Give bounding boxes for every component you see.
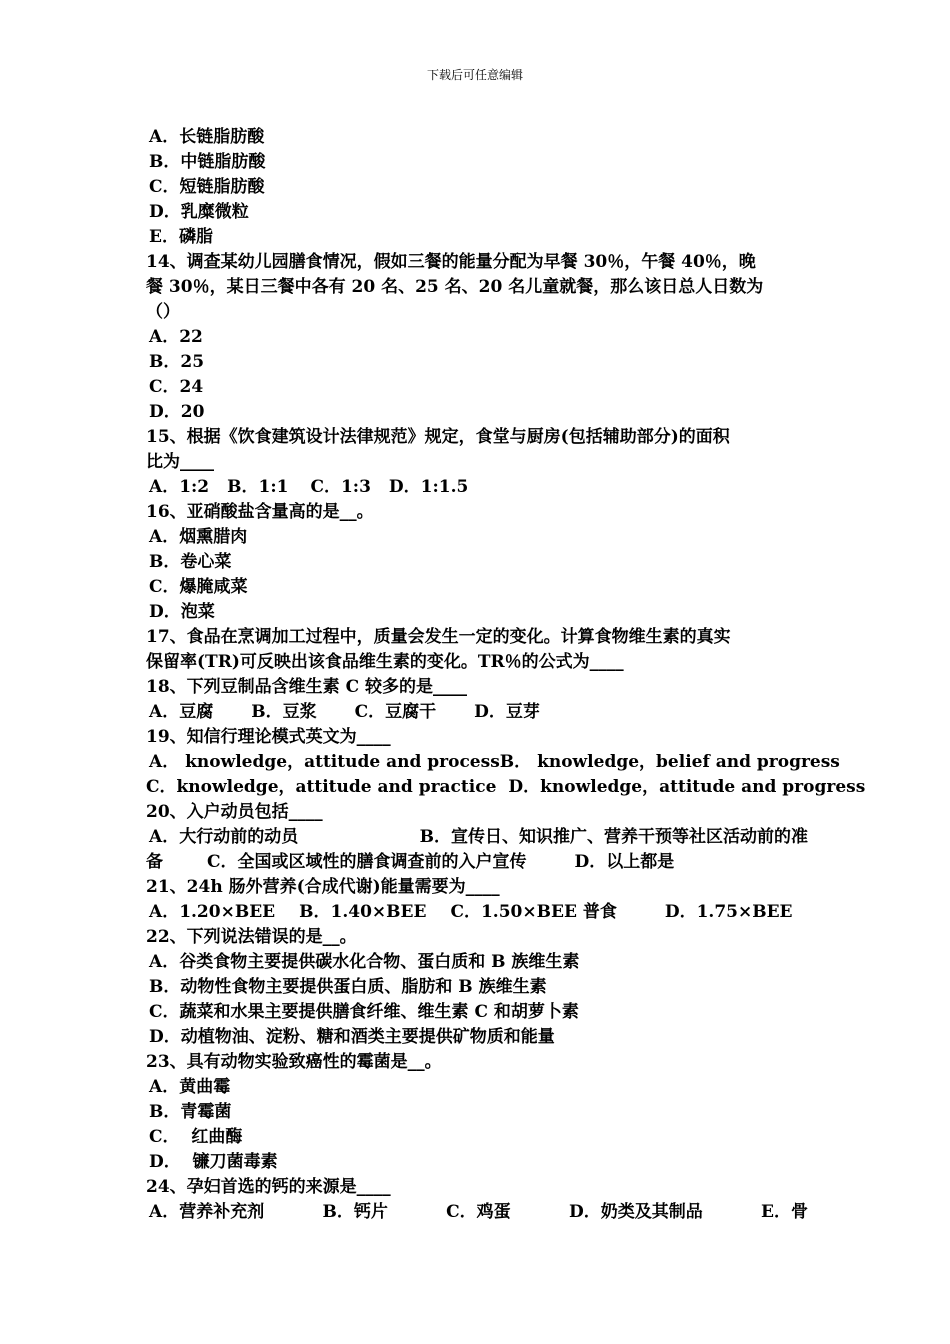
q15-option-c: C．1:3 xyxy=(310,477,371,497)
q16-option-d: D．泡菜 xyxy=(149,602,215,622)
q14-option-c: C．24 xyxy=(149,377,204,397)
q23-option-c: C． 红曲酶 xyxy=(149,1127,243,1147)
q14-option-d: D．20 xyxy=(149,402,205,422)
q18-stem: 18、下列豆制品含维生素 C 较多的是____ xyxy=(146,677,468,697)
q15-option-a: A．1:2 xyxy=(149,477,210,497)
q15-option-b: B．1:1 xyxy=(227,477,289,497)
q21-option-b: B．1.40×BEE xyxy=(299,902,427,922)
q22-option-b: B．动物性食物主要提供蛋白质、脂肪和 B 族维生素 xyxy=(149,977,547,997)
q21-option-d: D．1.75×BEE xyxy=(664,902,793,922)
q16-option-b: B．卷心菜 xyxy=(149,552,232,572)
q20-stem: 20、入户动员包括____ xyxy=(146,802,323,822)
q15-stem-line-2: 比为____ xyxy=(146,452,214,472)
q13-option-b: B．中链脂肪酸 xyxy=(149,152,266,172)
q24-options-row xyxy=(146,1200,808,1225)
q20-options-row-2 xyxy=(146,850,808,875)
q19-options-row-2 xyxy=(146,775,866,800)
q16-option-a: A．烟熏腊肉 xyxy=(149,527,248,547)
q20-option-d: D．以上都是 xyxy=(574,852,675,872)
q21-options-row xyxy=(146,900,808,925)
q18-option-a: A．豆腐 xyxy=(149,702,214,722)
q22-stem: 22、下列说法错误的是__。 xyxy=(146,927,357,947)
q14-stem-line-3: （） xyxy=(146,302,180,322)
q24-option-d: D．奶类及其制品 xyxy=(568,1202,703,1222)
q14-stem-line-2: 餐 30％，某日三餐中各有 20 名、25 名、20 名儿童就餐，那么该日总人日数为 xyxy=(146,277,764,297)
q19-option-b: B． knowledge，belief and progress xyxy=(499,752,840,772)
q14-option-b: B．25 xyxy=(149,352,205,372)
page-header-note: 下载后可任意编辑 xyxy=(426,68,523,82)
q20-option-b-continued: 备 xyxy=(146,852,163,872)
q18-options-row xyxy=(146,700,808,725)
q19-option-a: A． knowledge，attitude and process xyxy=(149,752,500,772)
q24-option-c: C．鸡蛋 xyxy=(446,1202,511,1222)
q19-stem: 19、知信行理论模式英文为____ xyxy=(146,727,391,747)
q22-option-a: A．谷类食物主要提供碳水化合物、蛋白质和 B 族维生素 xyxy=(149,952,580,972)
q18-option-c: C．豆腐干 xyxy=(354,702,437,722)
q23-option-b: B．青霉菌 xyxy=(149,1102,232,1122)
q19-options-row-1 xyxy=(146,750,840,775)
q22-option-c: C．蔬菜和水果主要提供膳食纤维、维生素 C 和胡萝卜素 xyxy=(149,1002,579,1022)
q24-option-e: E．骨 xyxy=(760,1202,808,1222)
q22-option-d: D．动植物油、淀粉、糖和酒类主要提供矿物质和能量 xyxy=(149,1027,555,1047)
q13-option-a: A．长链脂肪酸 xyxy=(149,127,265,147)
q23-stem: 23、具有动物实验致癌性的霉菌是__。 xyxy=(146,1052,442,1072)
q17-stem-line-1: 17、食品在烹调加工过程中，质量会发生一定的变化。计算食物维生素的真实 xyxy=(146,627,731,647)
q16-stem: 16、亚硝酸盐含量高的是__。 xyxy=(146,502,374,522)
q13-option-e: E．磷脂 xyxy=(149,227,213,247)
q20-options-row-1 xyxy=(146,825,808,850)
q21-option-a: A．1.20×BEE xyxy=(149,902,276,922)
q17-stem-line-2: 保留率(TR)可反映出该食品维生素的变化。TR％的公式为____ xyxy=(146,652,624,672)
question-list xyxy=(146,125,866,1225)
q19-option-c: C．knowledge，attitude and practice xyxy=(146,777,497,797)
q13-option-d: D．乳糜微粒 xyxy=(149,202,249,222)
q20-option-a: A．大行动前的动员 xyxy=(149,827,299,847)
q24-option-b: B．钙片 xyxy=(322,1202,388,1222)
q14-stem-line-1: 14、调查某幼儿园膳食情况，假如三餐的能量分配为早餐 30％，午餐 40％，晚 xyxy=(146,252,756,272)
q19-option-d: D．knowledge，attitude and progress xyxy=(508,777,866,797)
q18-option-d: D．豆芽 xyxy=(474,702,540,722)
q23-option-a: A．黄曲霉 xyxy=(149,1077,231,1097)
q20-option-b: B．宣传日、知识推广、营养干预等社区活动前的准 xyxy=(419,827,808,847)
q23-option-d: D． 镰刀菌毒素 xyxy=(149,1152,278,1172)
q15-stem-line-1: 15、根据《饮食建筑设计法律规范》规定，食堂与厨房(包括辅助部分)的面积 xyxy=(146,427,730,447)
q15-option-d: D．1:1.5 xyxy=(388,477,469,497)
q14-option-a: A．22 xyxy=(149,327,203,347)
q13-option-c: C．短链脂肪酸 xyxy=(149,177,265,197)
q24-option-a: A．营养补充剂 xyxy=(149,1202,265,1222)
q20-option-c: C．全国或区域性的膳食调查前的入户宣传 xyxy=(207,852,527,872)
q21-stem: 21、24h 肠外营养(合成代谢)能量需要为____ xyxy=(146,877,500,897)
q15-options-row xyxy=(146,475,808,500)
q16-option-c: C．爆腌咸菜 xyxy=(149,577,248,597)
q24-stem: 24、孕妇首选的钙的来源是____ xyxy=(146,1177,391,1197)
q18-option-b: B．豆浆 xyxy=(251,702,317,722)
q21-option-c: C．1.50×BEE 普食 xyxy=(450,902,617,922)
